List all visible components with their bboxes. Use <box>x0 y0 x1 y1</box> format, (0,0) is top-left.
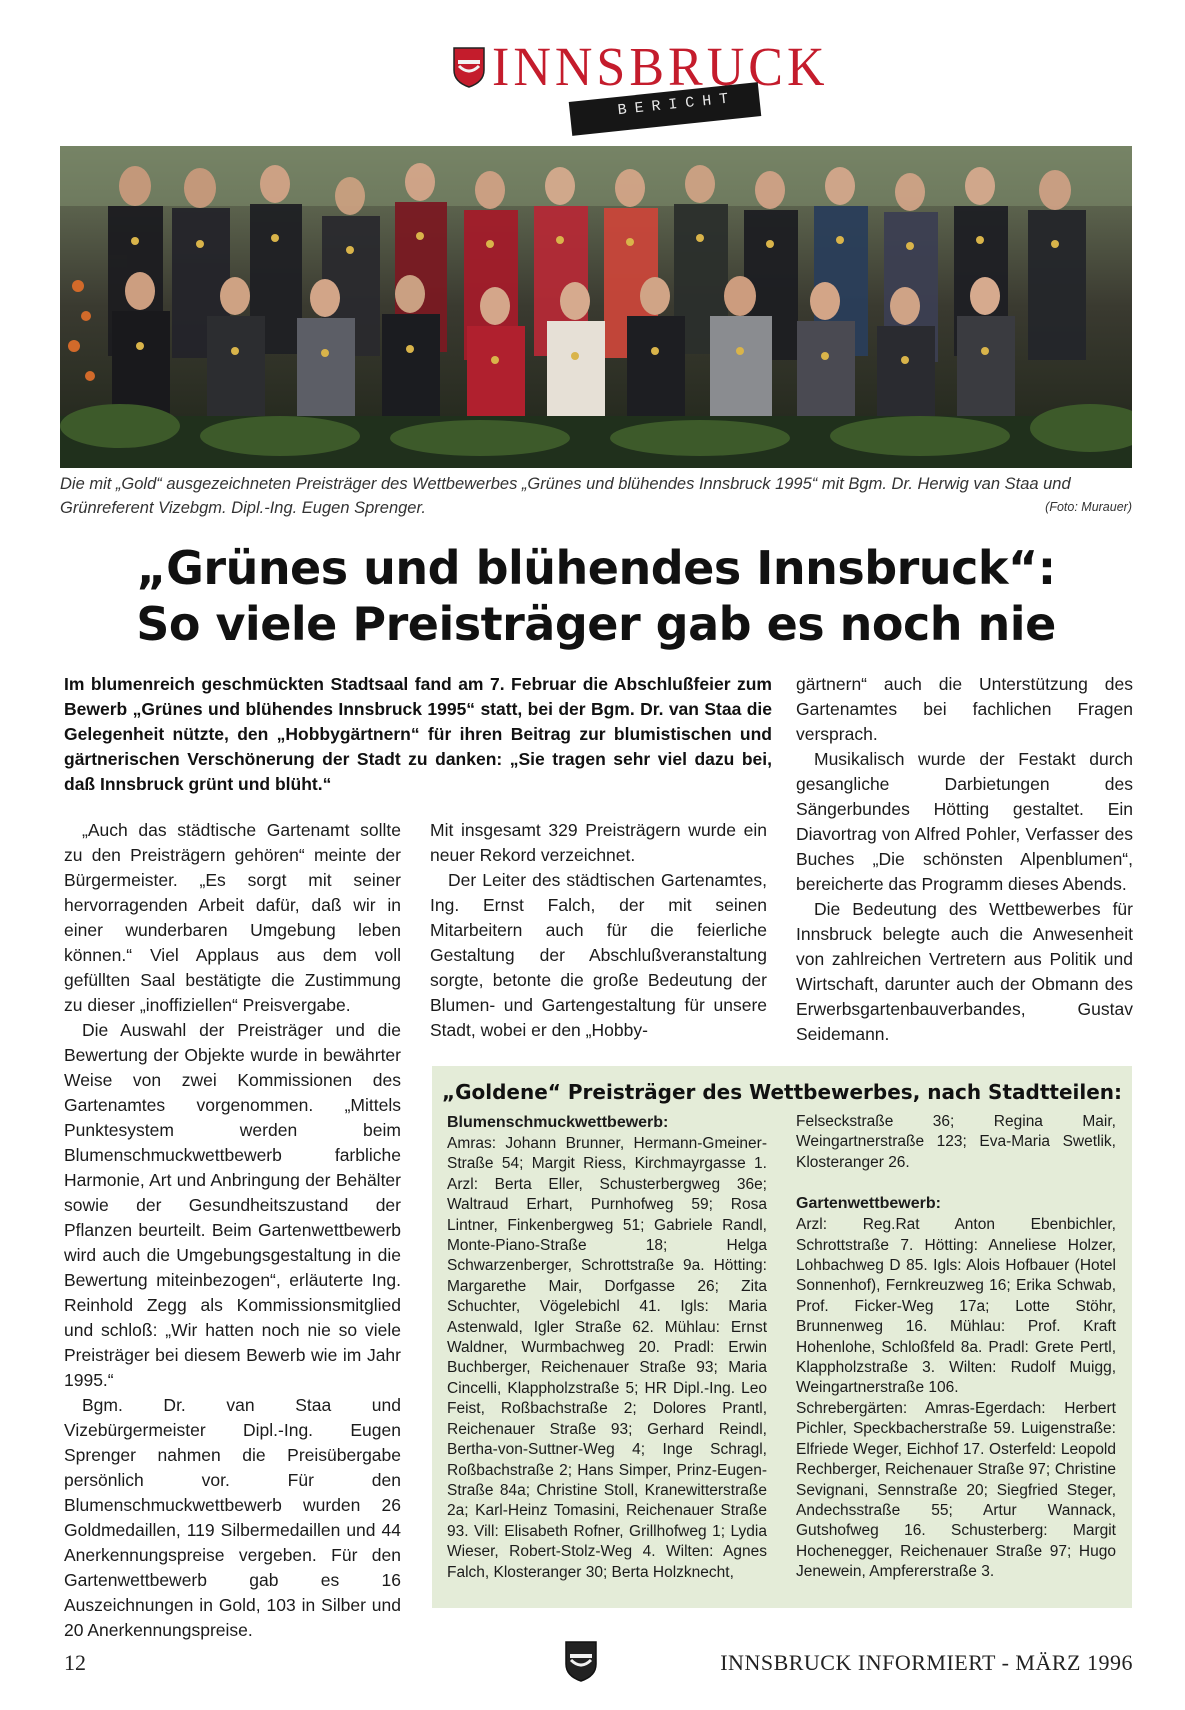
winners-column-1 <box>447 1112 767 1583</box>
headline-line-2: So viele Preisträger gab es noch nie <box>136 597 1056 651</box>
photo-credit: (Foto: Murauer) <box>1045 500 1132 514</box>
garten-list: Arzl: Reg.Rat Anton Ebenbichler, Schrottstraße 7. Hötting: Anneliese Holzer, Lohbachweg D 85. Igls: Alois Hofbauer (Hotel Sonnenhof), Fernkreuzweg 16; Erika Schwab, Prof. Ficker-Weg 17a; Lotte Stöhr, Brunnenweg 16. Mühlau: Prof. Kraft Hohenlohe, Schloßfeld 8a. Pradl: Grete Pertl, Klappholzstraße 3. Wilten: Rudolf Muigg, Weingartnerstraße 106. <box>796 1216 1116 1397</box>
paragraph: Die Bedeutung des Wettbewerbes für Innsbruck belegte auch die Anwesenheit von zahlreichen Vertretern aus Politik und Wirtschaft, darunter auch der Obmann des Erwerbsgartenbauverbandes, Gustav Seidemann. <box>796 899 1133 1044</box>
article-headline <box>60 540 1132 652</box>
article-column-1 <box>64 818 401 1643</box>
schreber-list: Schrebergärten: Amras-Egerdach: Herbert Pichler, Speckbacherstraße 59. Luigenstraße: Elfriede Weger, Eichhof 17. Osterfeld: Leopold Rechberger, Reichenauer Straße 97; Christine Sevignani, Sennstraße 20; Siegfried Steger, Andechsstraße 55; Artur Wannack, Gutshofweg 16. Schusterberg: Margit Hochenegger, Reichenauer Straße 97; Hugo Jenewein, Ampfererstraße 3. <box>796 1399 1116 1581</box>
page-number: 12 <box>64 1650 86 1675</box>
innsbruck-crest-icon <box>452 46 486 88</box>
masthead-title: INNSBRUCK <box>492 37 829 98</box>
masthead-subtitle: BERICHT <box>616 89 738 120</box>
masthead <box>452 37 829 130</box>
paragraph: gärtnern“ auch die Unterstützung des Gartenamtes bei fachlichen Fragen versprach. <box>796 674 1133 744</box>
blumen-heading: Blumenschmuckwettbewerb: <box>447 1114 669 1131</box>
garten-heading: Gartenwettbewerb: <box>796 1195 941 1213</box>
paragraph: Bgm. Dr. van Staa und Vizebürgermeister Dipl.-Ing. Eugen Sprenger nahmen die Preisübergabe persönlich vor. Für den Blumenschmuckwettbewerb wurden 26 Goldmedaillen, 119 Silbermedaillen und 44 Anerkennungspreise vergeben. Für den Gartenwettbewerb gab es 16 Auszeichnungen in Gold, 103 in Silber und 20 Anerkennungspreise. <box>64 1395 401 1640</box>
article-lead: Im blumenreich geschmückten Stadtsaal fand am 7. Februar die Abschlußfeier zum Bewerb „Grünes und blühendes Innsbruck 1995“ statt, bei der Bgm. Dr. van Staa die Gelegenheit nützte, den „Hobbygärtnern“ für ihren Beitrag zur blumistischen und gärtnerischen Verschönerung der Stadt zu danken: „Sie tragen sehr viel dazu bei, daß Innsbruck grünt und blüht.“ <box>64 674 772 794</box>
publication-title: INNSBRUCK INFORMIERT - MÄRZ 1996 <box>720 1650 1133 1675</box>
blumen-list: Amras: Johann Brunner, Hermann-Gmeiner-Straße 54; Margit Riess, Kirchmayrgasse 1. Arzl: Berta Eller, Schusterbergweg 36e; Waltraud Erhart, Purnhofweg 59; Rosa Lintner, Finkenbergweg 51; Gabriele Randl, Monte-Piano-Straße 18; Helga Schwarzenberger, Schrottstraße 9a. Hötting: Margarethe Mair, Dorfgasse 26; Zita Schuchter, Vögelebichl 41. Igls: Maria Astenwald, Igler Straße 62. Mühlau: Ernst Waldner, Wurmbachweg 20. Pradl: Erwin Buchberger, Reichenauer Straße 93; Maria Cincelli, Klappholzstraße 5; HR Dipl.-Ing. Leo Feist, Roßbachstraße 2; Dolores Prantl, Reichenauer Straße 93; Gerhard Reindl, Bertha-von-Suttner-Weg 4; Inge Schragl, Roßbachstraße 2; Hans Simper, Prinz-Eugen-Straße 84a; Christine Stoll, Kranewitterstraße 2a; Karl-Heinz Tomasini, Reichenauer Straße 93. Vill: Elisabeth Rofner, Grillhofweg 1; Lydia Wieser, Robert-Stolz-Weg 4. Wilten: Agnes Falch, Klosteranger 30; Berta Holzknecht, <box>447 1135 767 1581</box>
photo-caption: Die mit „Gold“ ausgezeichneten Preisträger des Wettbewerbes „Grünes und blühendes Innsbruck 1995“ mit Bgm. Dr. Herwig van Staa und Grünreferent Vizebgm. Dipl.-Ing. Eugen Sprenger. <box>60 475 1071 517</box>
paragraph: Musikalisch wurde der Festakt durch gesangliche Darbietungen des Sängerbundes Hötting gestaltet. Ein Diavortrag von Alfred Pohler, Verfasser des Buches „Die schönsten Alpenblumen“, bereicherte das Programm dieses Abends. <box>796 749 1133 894</box>
innsbruck-crest-icon <box>564 1640 598 1682</box>
paragraph: Der Leiter des städtischen Gartenamtes, Ing. Ernst Falch, der mit seinen Mitarbeitern auch für die feierliche Gestaltung der Abschlußveranstaltung sorgte, betonte die große Bedeutung der Blumen- und Gartengestaltung für unsere Stadt, wobei er den „Hobby- <box>430 870 767 1040</box>
paragraph: Die Auswahl der Preisträger und die Bewertung der Objekte wurde in bewährter Weise von zwei Kommissionen des Gartenamtes vorgenommen. „Mittels Punktesystem werden beim Blumenschmuckwettbewerb farbliche Harmonie, Art und Anbringung der Behälter sowie der Gesundheitszustand der Pflanzen beurteilt. Beim Gartenwettbewerb wird auch die Umgebungsgestaltung in die Bewertung miteinbezogen“, erläuterte Ing. Reinhold Zegg als Kommissionsmitglied und schloß: „Wir hatten noch nie so viele Preisträger bei diesem Bewerb wie im Jahr 1995.“ <box>64 1020 401 1390</box>
headline-line-1: „Grünes und blühendes Innsbruck“: <box>136 541 1056 595</box>
group-photo <box>60 146 1132 468</box>
winners-column-2 <box>796 1112 1116 1583</box>
blumen-list-continued: Felseckstraße 36; Regina Mair, Weingartnerstraße 123; Eva-Maria Swetlik, Klosteranger 26. <box>796 1113 1116 1171</box>
winners-box <box>432 1066 1132 1608</box>
group-photo-illustration <box>60 146 1132 468</box>
winners-box-title: „Goldene“ Preisträger des Wettbewerbes, nach Stadtteilen: <box>441 1080 1123 1104</box>
paragraph: „Auch das städtische Gartenamt sollte zu den Preisträgern gehören“ meinte der Bürgermeister. „Es sorgt mit seiner hervorragenden Arbeit dafür, daß wir in einer wunderbaren Umgebung leben können.“ Viel Applaus aus dem voll gefüllten Saal bestätigte die Zustimmung zu dieser „inoffiziellen“ Preisvergabe. <box>64 820 401 1015</box>
paragraph: Mit insgesamt 329 Preisträgern wurde ein neuer Rekord verzeichnet. <box>430 820 767 865</box>
article-column-3 <box>796 672 1133 1047</box>
article-column-2 <box>430 818 767 1043</box>
